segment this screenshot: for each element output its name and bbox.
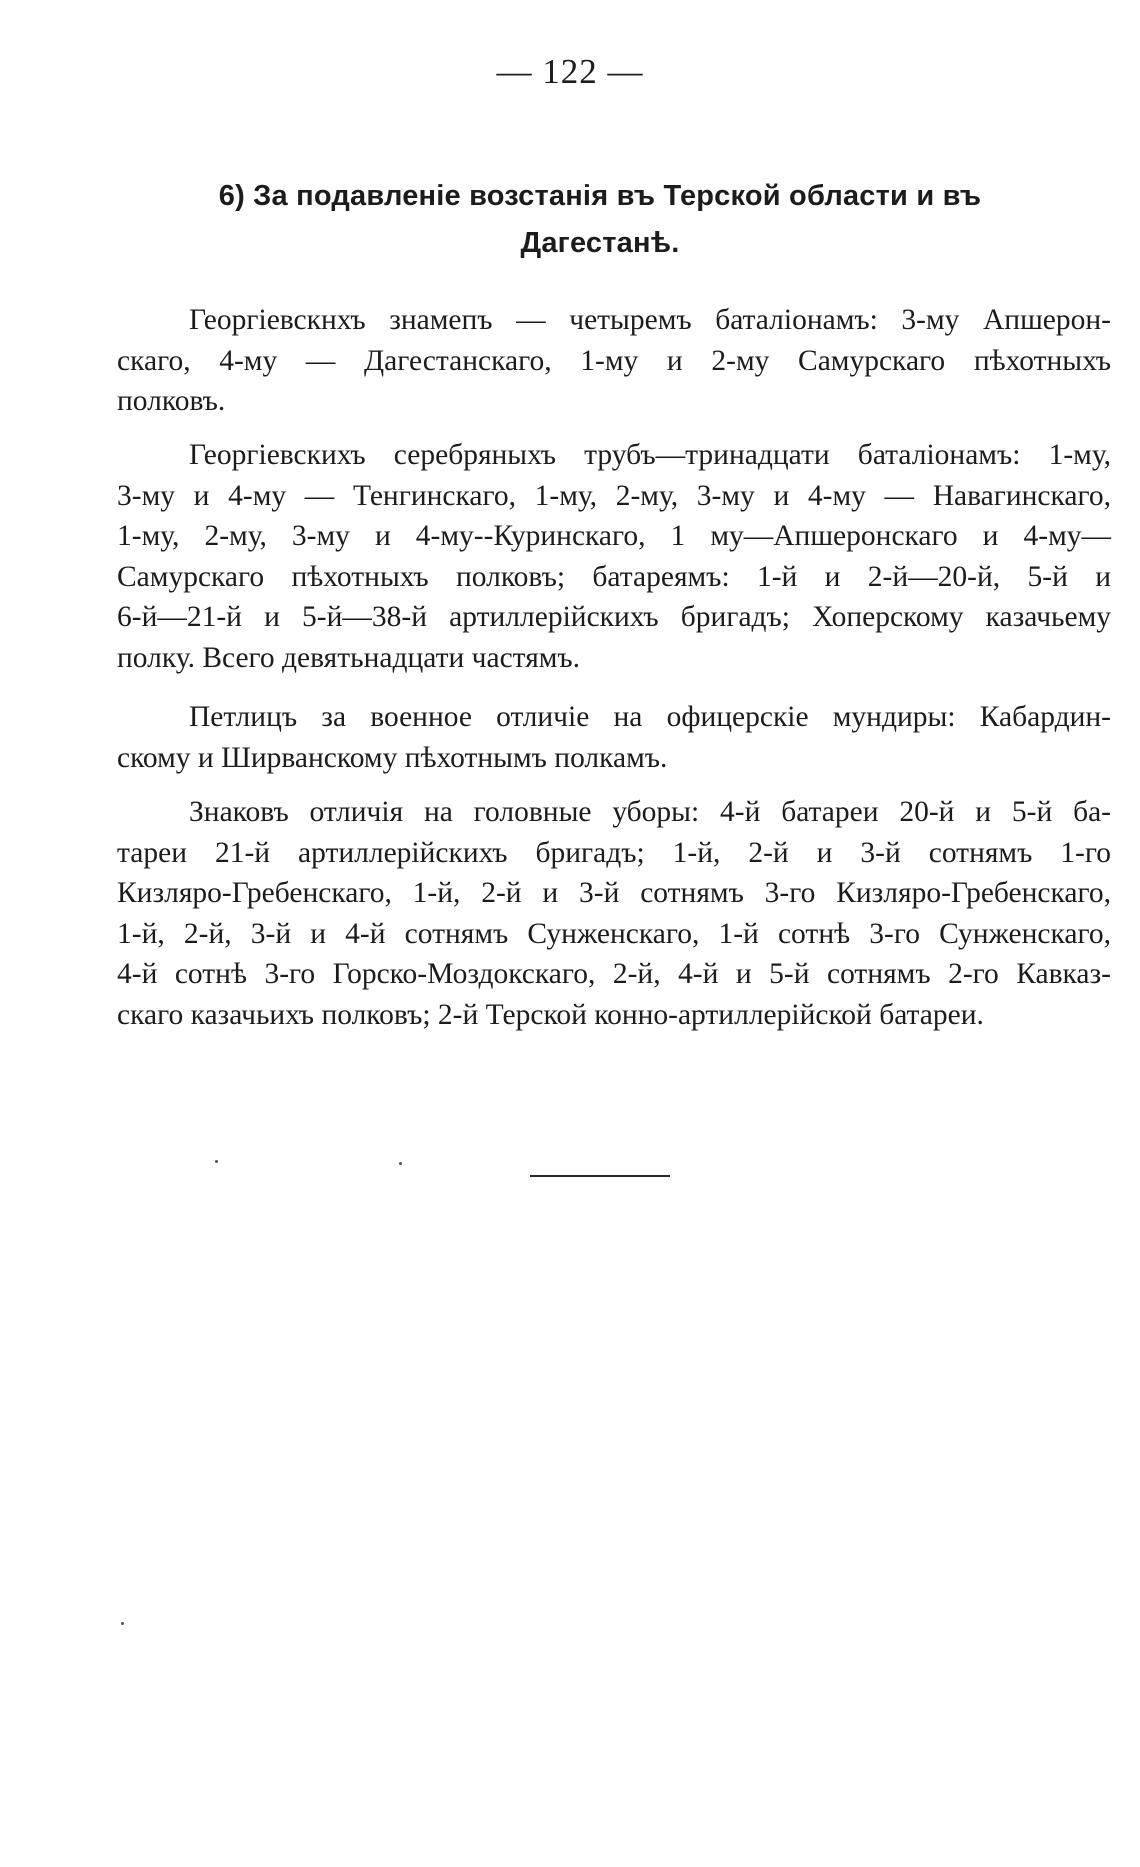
- text-line: Знаковъ отличія на головные уборы: 4-й батареи 20-й и 5-й ба-: [189, 796, 1111, 828]
- section-title-line-1: 6) За подавленіе возстанія въ Терской области и въ: [218, 180, 982, 212]
- text-line: Георгіевскихъ серебряныхъ трубъ—тринадцати баталіонамъ: 1-му,: [189, 439, 1111, 471]
- text-line: полку. Всего девятьнадцати частямъ.: [117, 641, 581, 674]
- text-line: 1-му, 2-му, 3-му и 4-му--Куринскаго, 1 му—Апшеронскаго и 4-му—: [117, 520, 1111, 553]
- text-line: Кизляро-Гребенскаго, 1-й, 2-й и 3-й сотнямъ 3-го Кизляро-Гребенскаго,: [117, 877, 1111, 910]
- paragraph-headgear-badges: [117, 792, 1111, 1036]
- end-divider: [530, 1175, 670, 1177]
- text-line: Самурскаго пѣхотныхъ полковъ; батареямъ: 1-й и 2-й—20-й, 5-й и: [117, 560, 1111, 593]
- text-line: 3-му и 4-му — Тенгинскаго, 1-му, 2-му, 3-му и 4-му — Навагинскаго,: [117, 479, 1111, 512]
- text-line: Георгіевскнхъ знамепъ — четыремъ баталіонамъ: 3-му Апшерон-: [189, 304, 1111, 336]
- scan-speck: [121, 1622, 124, 1625]
- text-line: 6-й—21-й и 5-й—38-й артиллерійскихъ бригадъ; Хоперскому казачьему: [117, 601, 1111, 634]
- page-number: — 122 —: [496, 52, 644, 91]
- section-title-line-2: Дагестанѣ.: [520, 227, 680, 259]
- text-line: 1-й, 2-й, 3-й и 4-й сотнямъ Сунженскаго, 1-й сотнѣ 3-го Сунженскаго,: [117, 917, 1111, 950]
- paragraph-silver-trumpets: [117, 435, 1111, 679]
- text-line: полковъ.: [117, 385, 226, 418]
- scan-speck: [399, 1162, 402, 1165]
- paragraph-buttonholes: [117, 697, 1111, 778]
- text-line: 4-й сотнѣ 3-го Горско-Моздокскаго, 2-й, 4-й и 5-й сотнямъ 2-го Кавказ-: [117, 958, 1111, 991]
- text-line: тареи 21-й артиллерійскихъ бригадъ; 1-й, 2-й и 3-й сотнямъ 1-го: [117, 836, 1111, 869]
- text-line: скаго, 4-му — Дагестанскаго, 1-му и 2-му Самурскаго пѣхотныхъ: [117, 344, 1111, 377]
- section-title: [150, 173, 1050, 267]
- text-line: скаго казачьихъ полковъ; 2-й Терской конно-артиллерійской батареи.: [117, 998, 984, 1031]
- text-line: скому и Ширванскому пѣхотнымъ полкамъ.: [117, 741, 668, 774]
- scan-speck: [215, 1160, 218, 1163]
- text-line: Петлицъ за военное отличіе на офицерскіе мундиры: Кабардин-: [189, 701, 1111, 733]
- paragraph-georgievsky-banners: [117, 300, 1111, 422]
